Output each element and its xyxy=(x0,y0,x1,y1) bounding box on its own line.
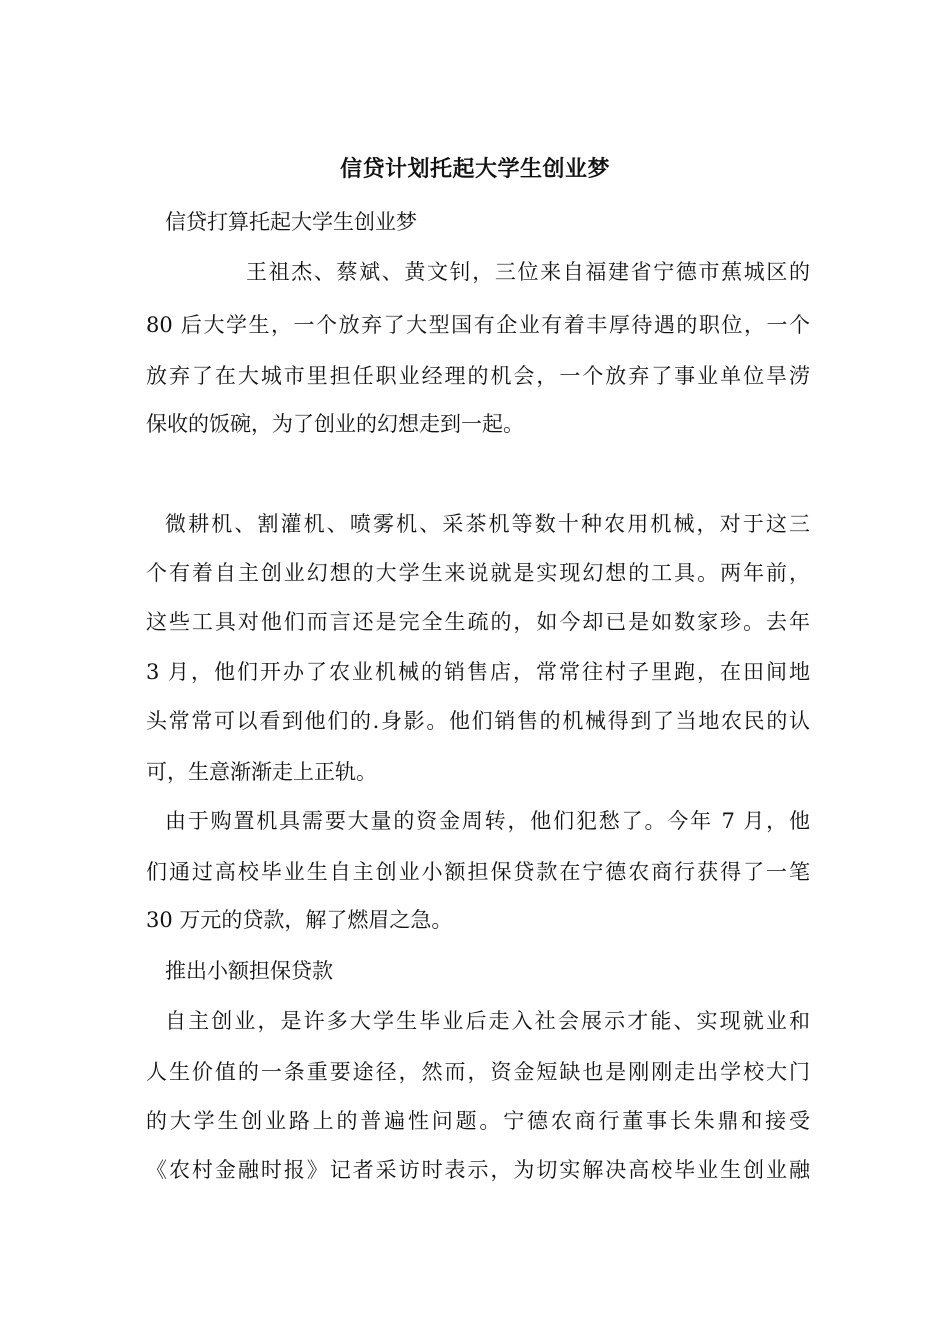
paragraph-2-line-4: 3 月，他们开办了农业机械的销售店，常常往村子里跑，在田间地 xyxy=(146,660,810,684)
paragraph-4-line-1: 自主创业，是许多大学生毕业后走入社会展示才能、实现就业和 xyxy=(165,1009,810,1033)
paragraph-2-line-5: 头常常可以看到他们的.身影。他们销售的机械得到了当地农民的认 xyxy=(146,709,810,733)
paragraph-2-line-3: 这些工具对他们而言还是完全生疏的，如今却已是如数家珍。去年 xyxy=(146,610,810,634)
paragraph-1-line-3: 放弃了在大城市里担任职业经理的机会，一个放弃了事业单位旱涝 xyxy=(146,364,810,388)
paragraph-3-line-2: 们通过高校毕业生自主创业小额担保贷款在宁德农商行获得了一笔 xyxy=(146,860,810,884)
paragraph-2-line-1: 微耕机、割灌机、喷雾机、采茶机等数十种农用机械，对于这三 xyxy=(165,512,810,536)
paragraph-3-line-1: 由于购置机具需要大量的资金周转，他们犯愁了。今年 7 月，他 xyxy=(165,809,810,833)
paragraph-4-line-4: 《农村金融时报》记者采访时表示，为切实解决高校毕业生创业融 xyxy=(146,1158,810,1182)
paragraph-1-line-4: 保收的饭碗，为了创业的幻想走到一起。 xyxy=(146,412,524,436)
section-heading: 推出小额担保贷款 xyxy=(165,959,333,983)
paragraph-1-line-1: 王祖杰、蔡斌、黄文钊，三位来自福建省宁德市蕉城区的 xyxy=(246,260,810,284)
subtitle-line: 信贷打算托起大学生创业梦 xyxy=(165,210,417,234)
document-title: 信贷计划托起大学生创业梦 xyxy=(339,157,610,182)
paragraph-4-line-3: 的大学生创业路上的普遍性问题。宁德农商行董事长朱鼎和接受 xyxy=(146,1109,810,1133)
paragraph-2-line-2: 个有着自主创业幻想的大学生来说就是实现幻想的工具。两年前， xyxy=(146,561,810,585)
paragraph-4-line-2: 人生价值的一条重要途径，然而，资金短缺也是刚刚走出学校大门 xyxy=(146,1060,810,1084)
paragraph-1-line-2: 80 后大学生，一个放弃了大型国有企业有着丰厚待遇的职位，一个 xyxy=(146,313,810,337)
paragraph-3-line-3: 30 万元的贷款，解了燃眉之急。 xyxy=(146,908,453,932)
paragraph-2-line-6: 可，生意渐渐走上正轨。 xyxy=(146,760,377,784)
